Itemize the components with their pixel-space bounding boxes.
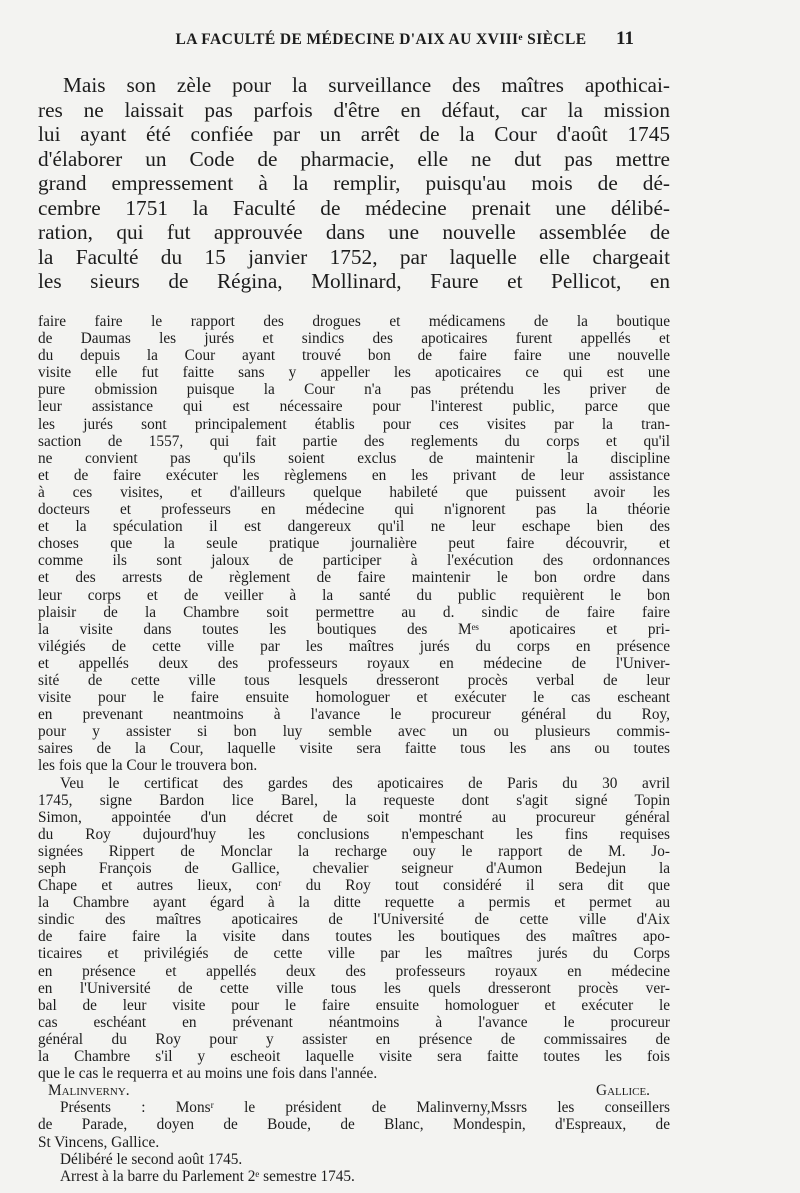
quote-line: saction de 1557, qui fait partie des reglements du corps et qu'il	[38, 432, 670, 450]
signature-left: Malinverny.	[48, 1082, 130, 1100]
quote-line: en présence et appellés deux des professeurs royaux en médecine	[38, 962, 670, 980]
quote-line: du Roy dujourd'huy les conclusions n'empeschant les fins requises	[38, 825, 670, 843]
quote-line: sité de cette ville tous lesquels dresseront procès verbal de leur	[38, 671, 670, 689]
quote-line: saires de la Cour, laquelle visite sera faitte tous les ans ou toutes	[38, 740, 670, 758]
quote-line: et des arrests de règlement de faire maintenir le bon ordre dans	[38, 569, 670, 587]
quote-line: et la spéculation il est dangereux qu'il ne leur eschape bien des	[38, 518, 670, 536]
quote-line: visite pour le faire ensuite homologuer et exécuter le cas escheant	[38, 689, 670, 707]
quote-line: leur assistance qui est nécessaire pour l'interest public, parce que	[38, 398, 670, 416]
quote-line: 1745, signe Bardon lice Barel, la requeste dont s'agit signé Topin	[38, 791, 670, 809]
quote-line: de Daumas les jurés et sindics des apoticaires furent appellés et	[38, 330, 670, 348]
quote-line: la Chambre ayant égard à la ditte requette a permis et permet au	[38, 894, 670, 912]
quote-line: en prevenant neantmoins à l'avance le procureur général du Roy,	[38, 706, 670, 724]
quote-line: visite elle fut faitte sans y appeller les apoticaires ce qui est une	[38, 364, 670, 382]
quote-line: pour y assister si bon luy semble avec un ou plusieurs commis-	[38, 723, 670, 741]
signature-row	[38, 1082, 670, 1099]
quote-line: la visite dans toutes les boutiques des Mᵉˢ apoticaires et pri-	[38, 620, 670, 638]
quote-line: vilégiés de cette ville par les maîtres jurés du corps en présence	[38, 637, 670, 655]
quote-line: et de faire exécuter les règlemens en les privant de leur assistance	[38, 466, 670, 484]
quote-line: Veu le certificat des gardes des apoticaires de Paris du 30 avril	[60, 774, 670, 792]
page-number: 11	[616, 28, 634, 49]
quote-line: bal de leur visite pour le faire ensuite homologuer et exécuter le	[38, 996, 670, 1014]
lead-line: cembre 1751 la Faculté de médecine prenait une délibé-	[38, 195, 670, 220]
quote-line: Simon, appointée d'un décret de soit montré au procureur général	[38, 808, 670, 826]
lead-line: grand empressement à la remplir, puisqu'au mois de dé-	[38, 171, 670, 195]
quote-line: pure obmission puisque la Cour n'a pas prétendu les priver de	[38, 381, 670, 399]
lead-line: Mais son zèle pour la surveillance des maîtres apothicai-	[63, 73, 670, 97]
lead-line: d'élaborer un Code de pharmacie, elle ne dut pas mettre	[38, 146, 670, 171]
quote-line: docteurs et professeurs en médecine qui n'ignorent pas la théorie	[38, 501, 670, 519]
lead-line: res ne laissait pas parfois d'être en défaut, car la mission	[38, 97, 670, 122]
quote-line: ticaires et privilégiés de cette ville par les maîtres jurés du Corps	[38, 945, 670, 963]
closing-line: de Parade, doyen de Boude, de Blanc, Mondespin, d'Espreaux, de	[38, 1116, 670, 1134]
lead-line: lui ayant été confiée par un arrêt de la Cour d'août 1745	[38, 122, 670, 146]
running-title: LA FACULTÉ DE MÉDECINE D'AIX AU XVIIIᵉ SIÈCLE	[175, 31, 587, 48]
quote-line: comme ils sont jaloux de participer à l'exécution des ordonnances	[38, 552, 670, 570]
closing-line: St Vincens, Gallice.	[38, 1133, 160, 1151]
quote-line: faire faire le rapport des drogues et médicamens de la boutique	[38, 313, 670, 330]
closing-line: Présents : Monsʳ le président de Malinverny,Mssrs les conseillers	[60, 1099, 670, 1117]
quote-line: les jurés sont principalement établis pour ces visites par la tran-	[38, 415, 670, 433]
quote-line: choses que la seule pratique journalière peut faire découvrir, et	[38, 535, 670, 553]
closing-line: Délibéré le second août 1745.	[60, 1150, 243, 1168]
quote-line: que le cas le requerra et au moins une fois dans l'année.	[38, 1065, 378, 1083]
quote-line: cas eschéant en prévenant néantmoins à l'avance le procureur	[38, 1013, 670, 1031]
lead-line: les sieurs de Régina, Mollinard, Faure et Pellicot, en	[38, 269, 670, 293]
quote-line: en l'Université de cette ville tous les quels dresseront procès ver-	[38, 979, 670, 997]
lead-line: la Faculté du 15 janvier 1752, par laquelle elle chargeait	[38, 244, 670, 269]
closing-line: Arrest à la barre du Parlement 2ᵉ semestre 1745.	[60, 1167, 355, 1185]
quote-line: à ces visites, et d'ailleurs quelque habileté que puissent avoir les	[38, 483, 670, 501]
quote-line: ne convient pas qu'ils soient exclus de maintenir la discipline	[38, 449, 670, 467]
lead-line: ration, qui fut approuvée dans une nouvelle assemblée de	[38, 220, 670, 244]
lead-paragraph	[38, 73, 670, 294]
quote-line: et appellés deux des professeurs royaux en médecine de l'Univer-	[38, 654, 670, 672]
quote-line: général du Roy pour y assister en présence de commissaires de	[38, 1030, 670, 1048]
quote-line: seph François de Gallice, chevalier seigneur d'Aumon Bedejun la	[38, 860, 670, 877]
quote-line: leur corps et de veiller à la santé du public requièrent le bon	[38, 586, 670, 604]
signature-right: Gallice.	[596, 1082, 650, 1100]
quote-line: de faire faire la visite dans toutes les boutiques des maîtres apo-	[38, 928, 670, 946]
quote-line: plaisir de la Chambre soit permettre au d. sindic de faire faire	[38, 603, 670, 621]
quote-line: du depuis la Cour ayant trouvé bon de faire faire une nouvelle	[38, 347, 670, 365]
quote-line: sindic des maîtres apoticaires de l'Université de cette ville d'Aix	[38, 911, 670, 929]
quote-line: Chape et autres lieux, conʳ du Roy tout considéré il sera dit que	[38, 877, 670, 895]
quote-line: la Chambre s'il y escheoit laquelle visite sera faitte toutes les fois	[38, 1048, 670, 1066]
quoted-deliberation	[38, 313, 670, 1185]
quote-line: les fois que la Cour le trouvera bon.	[38, 757, 258, 775]
quote-line: signées Rippert de Monclar la recharge ouy le rapport de M. Jo-	[38, 842, 670, 860]
